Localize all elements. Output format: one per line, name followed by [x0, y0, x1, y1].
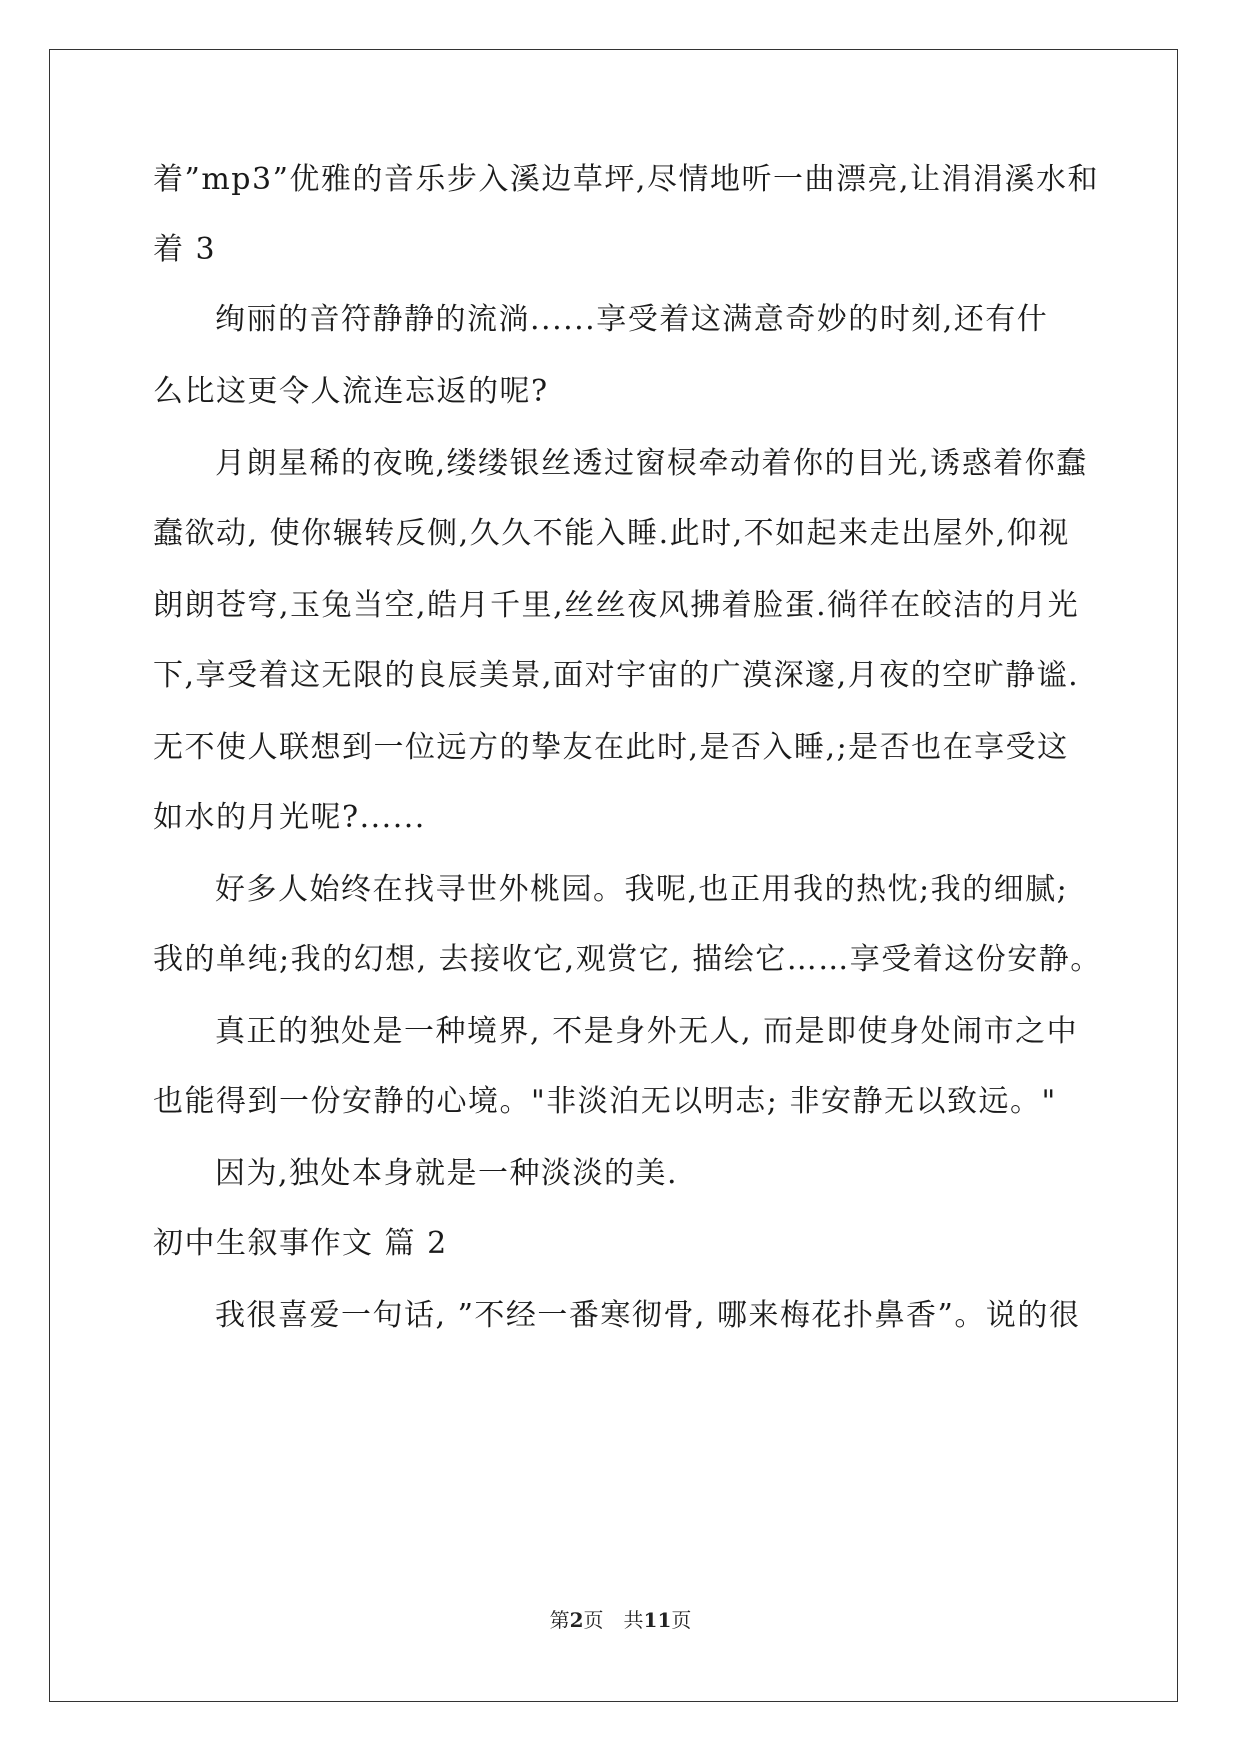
footer-suffix: 页: [671, 1608, 692, 1632]
footer-mid: 页 共: [583, 1608, 644, 1632]
text-line: 么比这更令人流连忘返的呢?: [153, 374, 549, 409]
total-page-number: 11: [643, 1608, 672, 1632]
text-line: 蠢欲动, 使你辗转反侧,久久不能入睡.此时,不如起来走出屋外,仰视: [153, 516, 1070, 551]
text-line: 真正的独处是一种境界, 不是身外无人, 而是即使身处闹市之中: [215, 1014, 1079, 1049]
text-line: 好多人始终在找寻世外桃园。我呢,也正用我的热忱;我的细腻;: [215, 872, 1069, 907]
current-page-number: 2: [569, 1608, 584, 1632]
text-line: 着 3: [153, 232, 217, 267]
footer-prefix: 第: [549, 1608, 570, 1632]
text-line: 也能得到一份安静的心境。"非淡泊无以明志; 非安静无以致远。": [153, 1084, 1057, 1119]
text-line: 无不使人联想到一位远方的挚友在此时,是否入睡,;是否也在享受这: [153, 730, 1069, 765]
text-line: 绚丽的音符静静的流淌......享受着这满意奇妙的时刻,还有什: [215, 302, 1049, 337]
text-line: 下,享受着这无限的良辰美景,面对宇宙的广漠深邃,月夜的空旷静谧.: [153, 658, 1080, 693]
section-heading: 初中生叙事作文 篇 2: [153, 1226, 448, 1261]
text-line: 朗朗苍穹,玉兔当空,皓月千里,丝丝夜风拂着脸蛋.徜徉在皎洁的月光: [153, 588, 1080, 623]
text-line: 我的单纯;我的幻想, 去接收它,观赏它, 描绘它……享受着这份安静。: [153, 942, 1102, 977]
text-line: 因为,独处本身就是一种淡淡的美.: [215, 1156, 679, 1191]
page-footer: [0, 1608, 1241, 1632]
text-line: 如水的月光呢?......: [153, 800, 426, 835]
text-line: 月朗星稀的夜晚,缕缕银丝透过窗棂牵动着你的目光,诱惑着你蠢: [215, 446, 1088, 481]
text-line: 着”mp3”优雅的音乐步入溪边草坪,尽情地听一曲漂亮,让涓涓溪水和: [153, 162, 1099, 197]
text-line: 我很喜爱一句话, ”不经一番寒彻骨, 哪来梅花扑鼻香”。说的很: [215, 1298, 1081, 1333]
